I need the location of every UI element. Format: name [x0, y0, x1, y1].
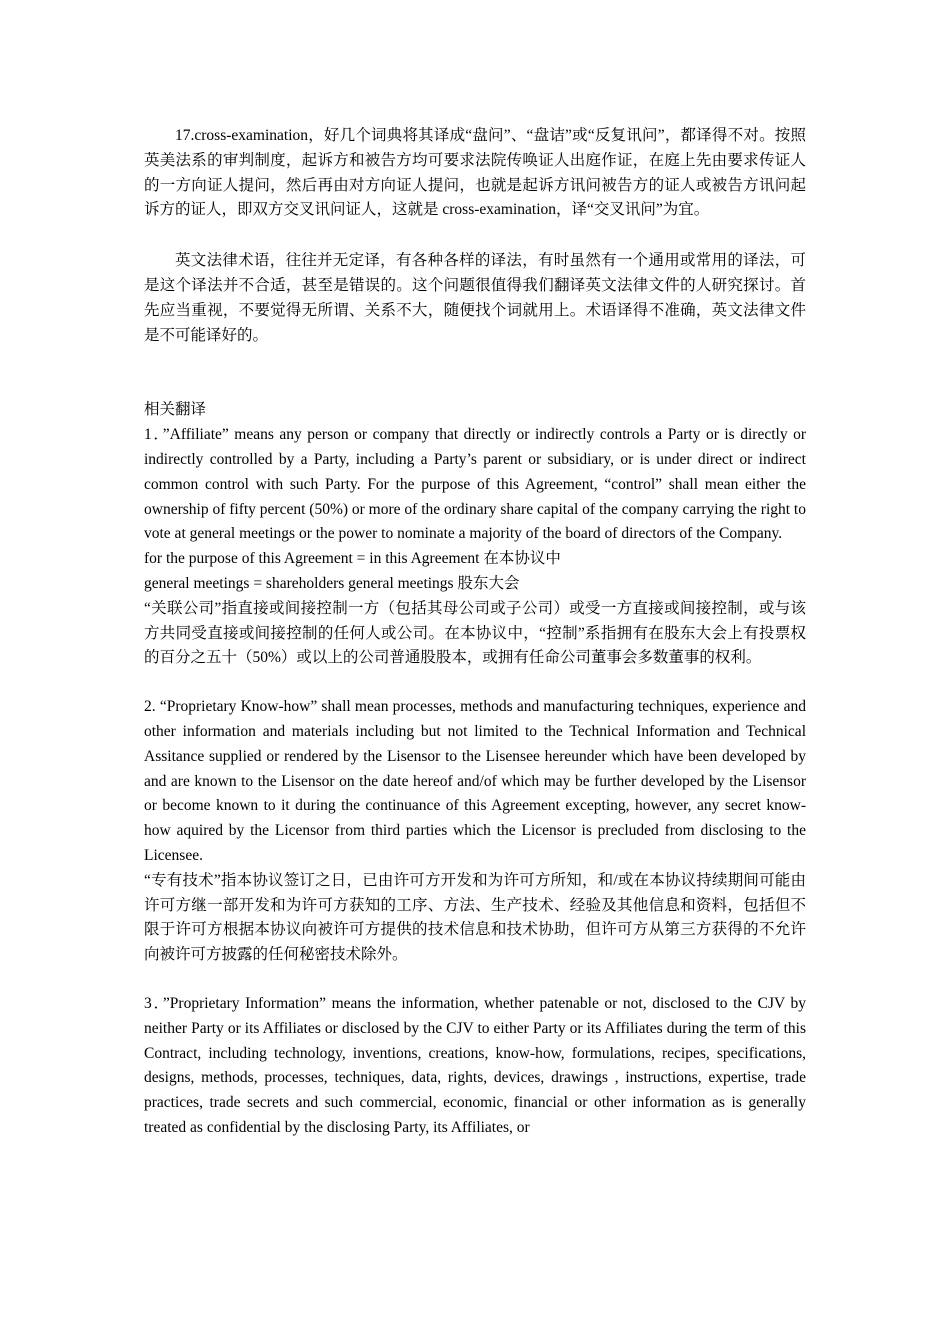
document-page [144, 124, 806, 1141]
section-title: 相关翻译 [144, 401, 207, 419]
intro-paragraph-cross-examination: 17.cross-examination，好几个词典将其译成“盘问”、“盘诘”或“反复讯问”，都译得不对。按照英美法系的审判制度，起诉方和被告方均可要求法院传唤证人出庭作证，在庭上先由要求传证人的一方向证人提问，然后再由对方向证人提问，也就是起诉方讯问被告方的证人或被告方讯问起诉方的证人，即双方交叉讯问证人，这就是 cross-examination，译“交叉讯问”为宜。 [144, 127, 806, 219]
entry-1-chinese: “关联公司”指直接或间接控制一方（包括其母公司或子公司）或受一方直接或间接控制，或与该方共同受直接或间接控制的任何人或公司。在本协议中，“控制”系指拥有在股东大会上有投票权的百分之五十（50%）或以上的公司普通股股本，或拥有任命公司董事会多数董事的权利。 [144, 599, 806, 667]
spacer [144, 348, 806, 398]
entry-2-english: 2. “Proprietary Know-how” shall mean processes, methods and manufacturing techniques, experience and other information and materials including but not limited to the Technical Information and Technical Assitance supplied or rendered by the Lisensor to the Lisensee hereunder which have been developed by and are known to the Lisensor on the date hereof and/of which may be further developed by the Lisensor or become known to it during the continuance of this Agreement excepting, however, any secret know-how aquired by the Licensor from third parties which the Licensor is precluded from disclosing to the Licensee. [144, 698, 806, 864]
spacer [144, 223, 806, 249]
entry-1-english: 1．”Affiliate” means any person or company that directly or indirectly controls a Party or is directly or indirectly controlled by a Party, including a Party’s parent or subsidiary, or is under direct or indirect common control with such Party. For the purpose of this Agreement, “control” shall mean either the ownership of fifty percent (50%) or more of the ordinary share capital of the company carrying the right to vote at general meetings or the power to nominate a majority of the board of directors of the Company. [144, 426, 806, 543]
intro-paragraph-legal-terms: 英文法律术语，往往并无定译，有各种各样的译法，有时虽然有一个通用或常用的译法，可是这个译法并不合适，甚至是错误的。这个问题很值得我们翻译英文法律文件的人研究探讨。首先应当重视，不要觉得无所谓、关系不大，随便找个词就用上。术语译得不准确，英文法律文件是不可能译好的。 [144, 252, 806, 344]
entry-3-english: 3．”Proprietary Information” means the information, whether patenable or not, disclosed to the CJV by neither Party or its Affiliates or disclosed by the CJV to either Party or its Affiliates during the term of this Contract, including technology, inventions, creations, know-how, formulations, recipes, specifications, designs, methods, processes, techniques, data, rights, devices, drawings , instructions, expertise, trade practices, trade secrets and such commercial, economic, financial or other information as is generally treated as confidential by the disclosing Party, its Affiliates, or [144, 994, 806, 1136]
entry-1-note-1: for the purpose of this Agreement = in this Agreement 在本协议中 [144, 550, 561, 568]
entry-2-chinese: “专有技术”指本协议签订之日，已由许可方开发和为许可方所知，和/或在本协议持续期间可能由许可方继一部开发和为许可方获知的工序、方法、生产技术、经验及其他信息和资料，包括但不限于许可方根据本协议向被许可方提供的技术信息和技术协助，但许可方从第三方获得的不允许向被许可方披露的任何秘密技术除外。 [144, 871, 806, 964]
spacer [144, 671, 806, 695]
entry-1-note-2: general meetings = shareholders general meetings 股东大会 [144, 574, 520, 592]
spacer [144, 968, 806, 992]
